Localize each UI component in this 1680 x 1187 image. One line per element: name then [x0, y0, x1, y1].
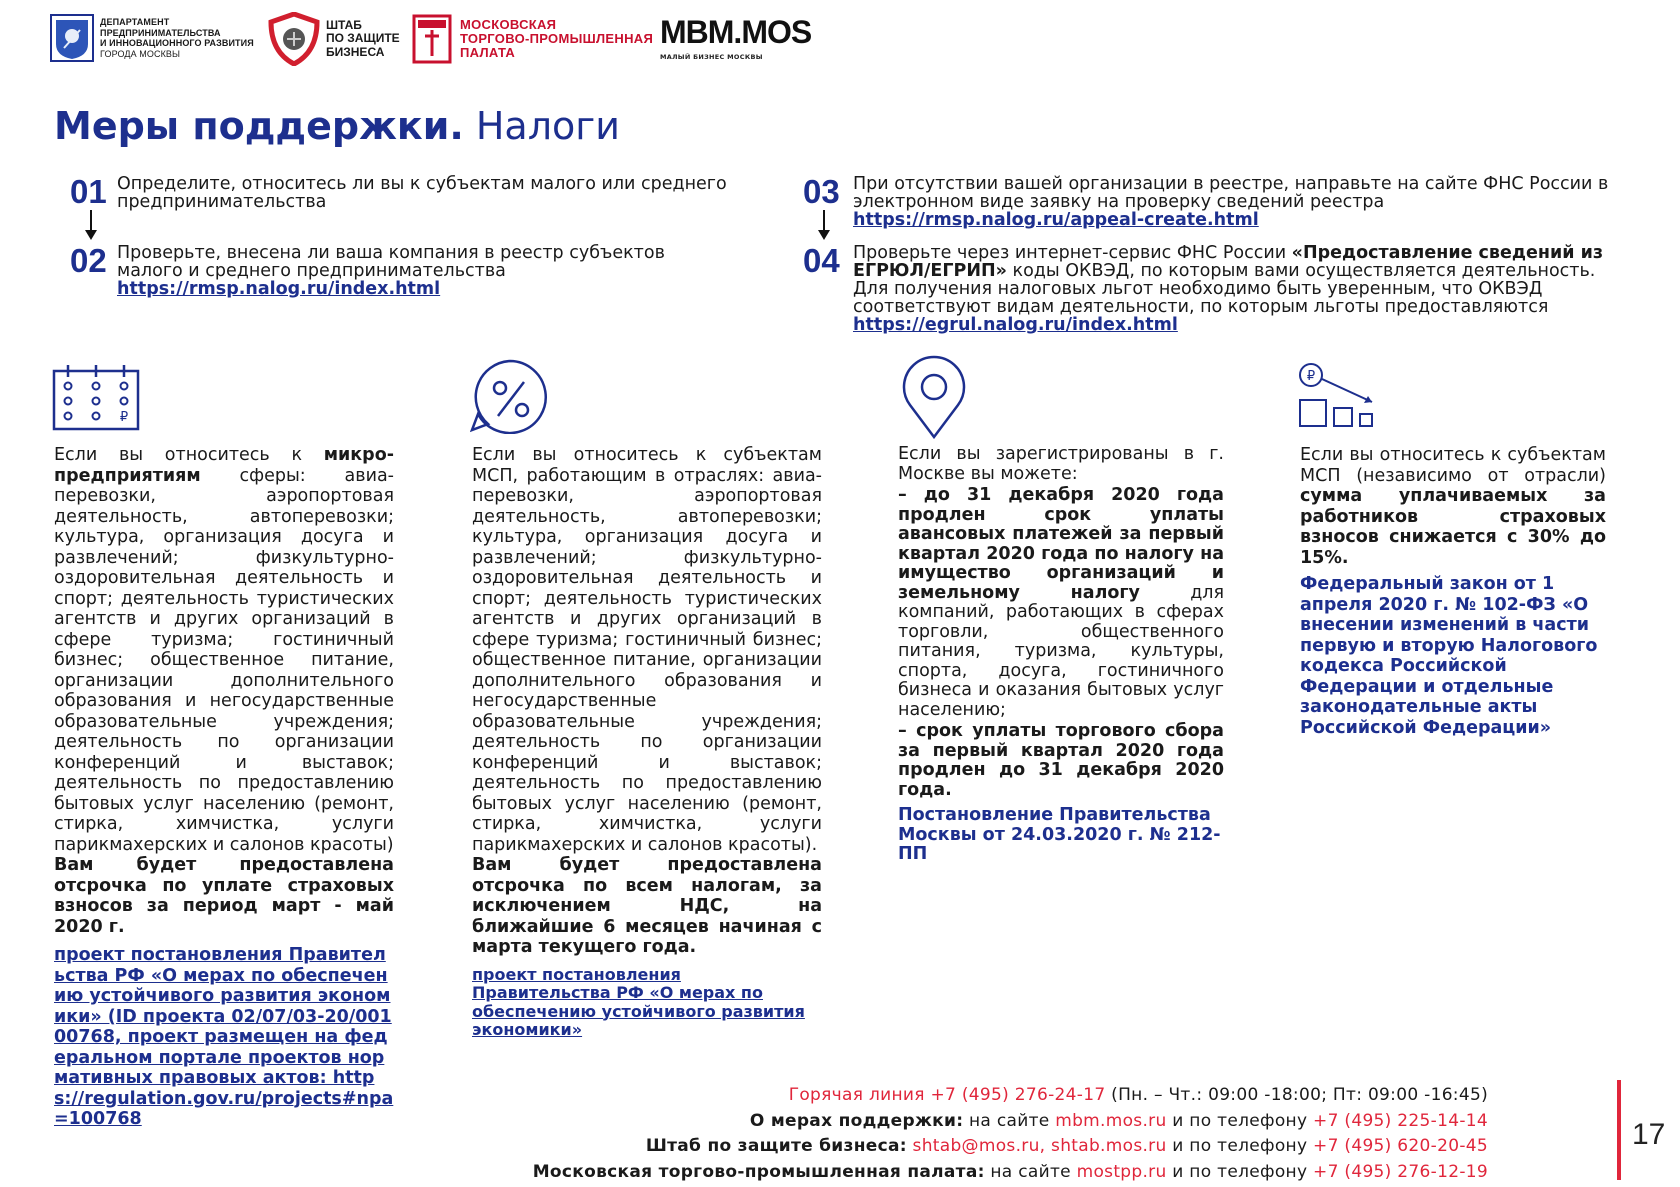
svg-text:₽: ₽ — [119, 410, 129, 425]
step-02-number: 02 — [70, 242, 107, 279]
col4-intro-bold: сумма уплачиваемых за работников страховых взносов снижается с 30% до 15%. — [1300, 486, 1606, 568]
mtpp-phone[interactable]: +7 (495) 276-12-19 — [1313, 1161, 1488, 1182]
step-04 — [853, 244, 1623, 334]
footer-hotline — [533, 1083, 1488, 1109]
step-03-number: 03 — [803, 173, 840, 210]
support-label: О мерах поддержки: — [749, 1110, 964, 1131]
step-04-text-a: Проверьте через интернет-сервис ФНС России — [853, 243, 1292, 263]
step-01-number: 01 — [70, 173, 107, 210]
footer-contacts — [533, 1083, 1488, 1185]
dept-line-4: ГОРОДА МОСКВЫ — [100, 48, 181, 59]
column-msp-industries — [472, 445, 822, 1040]
footer-shtab-line — [533, 1134, 1488, 1160]
step-04-text-bold: «Предоставление сведений из ЕГРЮЛ/ЕГРИП» — [853, 243, 1604, 281]
column-micro-enterprises — [54, 445, 394, 1130]
mtpp-line-3: ПАЛАТА — [460, 45, 516, 60]
mtpp-mid: на сайте — [984, 1161, 1077, 1182]
col3-point-1 — [898, 486, 1224, 720]
mtpp-line-1: МОСКОВСКАЯ — [460, 17, 557, 32]
page-number: 17 — [1632, 1118, 1666, 1151]
col2-regulation-link[interactable]: проект постановления Правительства РФ «О мерах по обеспечению устойчивого развития экономики» — [472, 964, 805, 1039]
col1-result: Вам будет предоставлена отсрочка по уплате страховых взносов за период март - май 2020 г. — [54, 855, 394, 937]
percent-badge-icon — [470, 358, 550, 434]
hotline-phone[interactable]: Горячая линия +7 (495) 276-24-17 — [788, 1085, 1106, 1105]
dept-line-3: И ИННОВАЦИОННОГО РАЗВИТИЯ — [100, 38, 254, 48]
title-bold: Меры поддержки. — [54, 104, 464, 148]
col1-intro — [54, 445, 394, 855]
step-arrow-2-head — [818, 230, 830, 240]
dept-logo — [50, 14, 254, 62]
step-02-text: Проверьте, внесена ли ваша компания в реестр субъектов малого и среднего предпринимательства — [117, 243, 665, 281]
shtab-logo — [268, 12, 400, 66]
step-02 — [117, 244, 717, 298]
footer-red-divider — [1617, 1080, 1621, 1180]
col4-intro — [1300, 445, 1606, 568]
step-01-text: Определите, относитесь ли вы к субъектам малого или среднего предпринимательства — [117, 174, 727, 212]
mtpp-emblem-icon — [412, 14, 452, 64]
moscow-coat-of-arms-icon — [50, 14, 94, 62]
mbm-site-link[interactable]: mbm.mos.ru — [1055, 1110, 1167, 1131]
rmsp-appeal-link[interactable]: https://rmsp.nalog.ru/appeal-create.html — [853, 210, 1259, 230]
col2-result: Вам будет предоставлена отсрочка по всем налогам, за исключением НДС, на ближайшие 6 месяцев начиная с марта текущего года. — [472, 855, 822, 957]
shtab-line-1: ШТАБ — [326, 17, 362, 32]
decreasing-squares-icon — [1298, 362, 1384, 428]
column-moscow-registration — [898, 445, 1224, 865]
mbm-logo-subtitle: МАЛЫЙ БИЗНЕС МОСКВЫ — [660, 53, 763, 61]
shtab-line-3: БИЗНЕСА — [326, 44, 385, 59]
location-pin-icon — [900, 355, 968, 439]
dept-line-2: ПРЕДПРИНИМАТЕЛЬСТВА — [100, 27, 221, 38]
shtab-label: Штаб по защите бизнеса: — [645, 1136, 907, 1156]
step-03 — [853, 175, 1638, 229]
col3-point-1-rest: для компаний, работающих в сферах торговли, общественного питания, туризма, культуры, спорта, досуга, гостиничного бизнеса и оказания бытовых услуг населению; — [898, 582, 1224, 720]
step-arrow-1-head — [85, 230, 97, 240]
step-04-text-b: коды ОКВЭД, по которым вами осуществляется деятельность. Для получения налоговых льгот необходимо быть уверенным, что ОКВЭД соответствуют видам деятельности, по которым льготы предоставляются — [853, 261, 1596, 317]
col3-point-2: – срок уплаты торгового сбора за первый квартал 2020 года продлен до 31 декабря 2020 года. — [898, 721, 1224, 800]
svg-text:₽: ₽ — [1306, 369, 1316, 384]
col1-intro-a: Если вы относитесь к — [54, 445, 324, 465]
col3-point-1-bold: – до 31 декабря 2020 года продлен срок уплаты авансовых платежей за первый квартал 2020 года по налогу на имущество организаций и земельному налогу — [898, 485, 1224, 603]
dept-line-1: ДЕПАРТАМЕНТ — [100, 17, 170, 27]
page-title — [54, 104, 620, 148]
mtpp-line-2: ТОРГОВО-ПРОМЫШЛЕННАЯ — [460, 31, 654, 46]
col1-intro-b: сферы: авиа-перевозки, аэропортовая деятельность, автоперевозки; культура, организация досуга и развлечений; физкультурно-оздоровительная деятельность и спорт; деятельность туристических агентств и других организаций в сфере туризма; гостиничный бизнес; общественное питание, организации дополнительного образования и негосударственные образовательные учреждения; деятельность по организации конференций и выставок; деятельность по предоставлению бытовых услуг населению (ремонт, стирка, химчистка, услуги парикмахерских и салонов красоты) — [54, 465, 394, 855]
col1-regulation-link[interactable]: проект постановления Правительства РФ «О мерах по обеспечению устойчивого развития экономики» (ID проекта 02/07/03-20/00100768, проект размещен на федеральном портале проектов нормативных правовых актов: https://regulation.gov.ru/projects#npa=100768 — [54, 945, 394, 1129]
calendar-icon — [52, 365, 140, 431]
mtpp-site-link[interactable]: mostpp.ru — [1076, 1161, 1167, 1182]
egrul-link[interactable]: https://egrul.nalog.ru/index.html — [853, 315, 1178, 335]
mtpp-phone-pre: и по телефону — [1166, 1161, 1314, 1182]
step-arrow-1 — [90, 210, 92, 232]
col1-intro-bold: микро-предприятиям — [54, 445, 394, 486]
footer-mtpp-line — [533, 1160, 1488, 1186]
step-arrow-2 — [823, 210, 825, 232]
hotline-hours: (Пн. – Чт.: 09:00 -18:00; Пт: 09:00 -16:45) — [1105, 1085, 1488, 1105]
column-insurance-reduction — [1300, 445, 1606, 738]
col3-reference: Постановление Правительства Москвы от 24.03.2020 г. № 212-ПП — [898, 805, 1221, 864]
support-phone-pre: и по телефону — [1166, 1110, 1314, 1131]
shtab-phone[interactable]: +7 (495) 620-20-45 — [1313, 1136, 1488, 1156]
mtpp-label: Московская торгово-промышленная палата: — [532, 1161, 985, 1182]
col4-reference: Федеральный закон от 1 апреля 2020 г. № 102-ФЗ «О внесении изменений в части первую и вторую Налогового кодекса Российской Федерации и отдельные законодательные акты Российской Федерации» — [1300, 574, 1598, 738]
shield-icon — [268, 12, 320, 66]
title-regular: Налоги — [463, 104, 620, 148]
shtab-line-2: ПО ЗАЩИТЕ — [326, 31, 400, 46]
shtab-site-link[interactable]: shtab@mos.ru, shtab.mos.ru — [912, 1136, 1167, 1156]
shtab-phone-pre: и по телефону — [1166, 1136, 1314, 1156]
step-03-text: При отсутствии вашей организации в реестре, направьте на сайте ФНС России в электронном виде заявку на проверку сведений реестра — [853, 174, 1609, 212]
support-phone[interactable]: +7 (495) 225-14-14 — [1313, 1110, 1488, 1131]
mtpp-logo — [412, 14, 653, 64]
support-mid: на сайте — [963, 1110, 1056, 1131]
mbm-logo-text: MBM.MOS — [660, 14, 812, 50]
step-04-number: 04 — [803, 242, 840, 279]
footer-support-line — [533, 1109, 1488, 1135]
mbm-logo — [660, 16, 811, 61]
col3-intro: Если вы зарегистрированы в г. Москве вы можете: — [898, 444, 1224, 484]
rmsp-registry-link[interactable]: https://rmsp.nalog.ru/index.html — [117, 279, 441, 299]
col4-intro-text: Если вы относитесь к субъектам МСП (независимо от отрасли) — [1300, 445, 1606, 486]
col2-intro: Если вы относитесь к субъектам МСП, работающим в отраслях: авиа-перевозки, аэропортовая деятельность, автоперевозки; культура, организация досуга и развлечений; физкультурно-оздоровительная деятельность и спорт; деятельность туристических агентств и других организаций в сфере туризма; гостиничный бизнес; общественное питание, организации дополнительного образования и негосударственные образовательные учреждения; деятельность по организации конференций и выставок; деятельность по предоставлению бытовых услуг населению (ремонт, стирка, химчистка, услуги парикмахерских и салонов красоты). — [472, 445, 822, 855]
